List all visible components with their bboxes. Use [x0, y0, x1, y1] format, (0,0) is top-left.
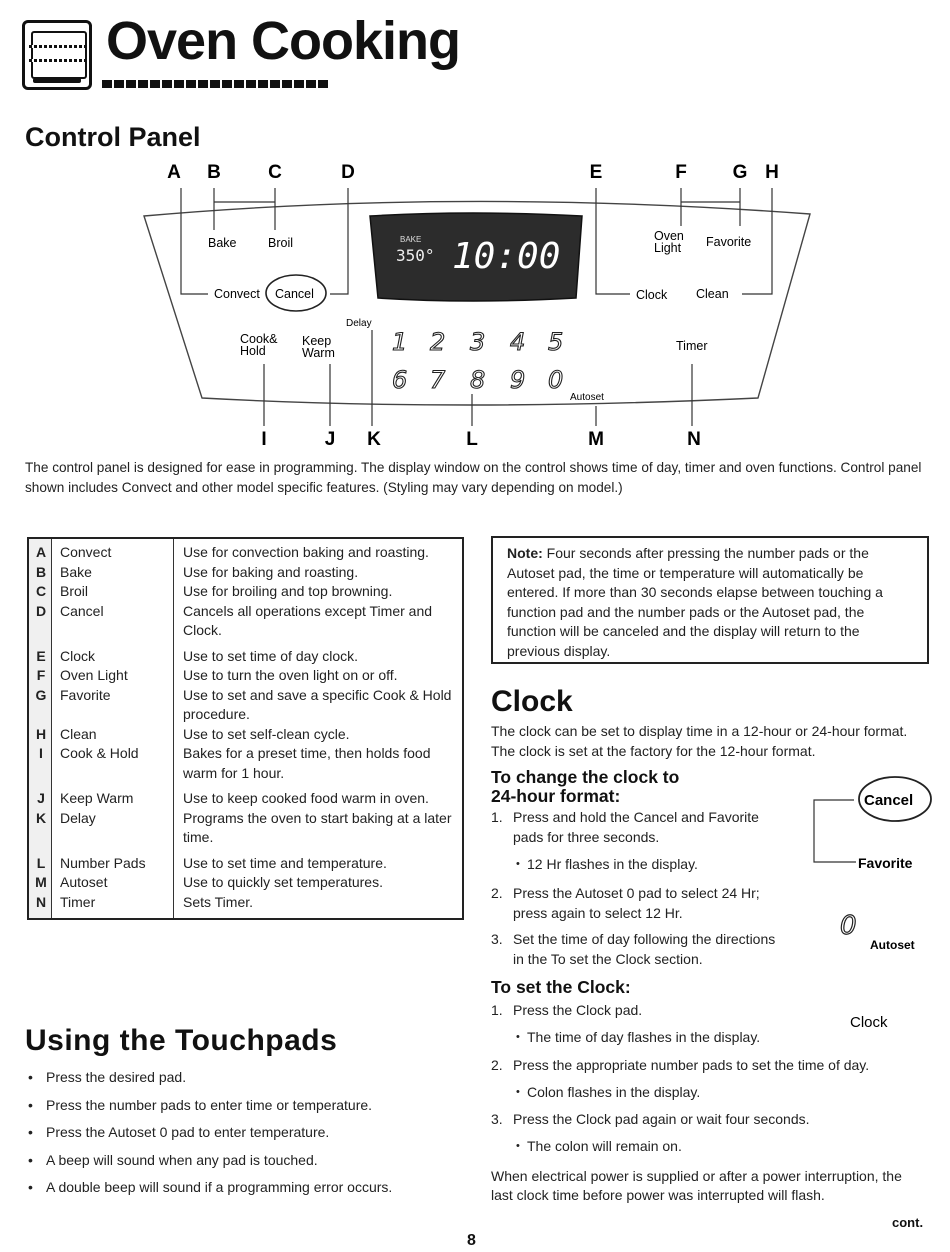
cook-hold-pad-line2: Hold: [240, 344, 266, 358]
letter-k: K: [367, 429, 381, 450]
table-row: [28, 783, 463, 809]
number-pad-1: 1: [392, 328, 408, 356]
touchpads-list: [28, 1069, 468, 1207]
letter-c: C: [268, 162, 282, 183]
number-pad-7: 7: [430, 366, 446, 394]
function-description: Use to set time of day clock.: [183, 647, 359, 664]
display-mode: BAKE: [400, 235, 422, 244]
function-key: D: [28, 602, 52, 641]
function-key: E: [28, 641, 52, 667]
step-subitem: • The colon will remain on.: [491, 1137, 682, 1157]
function-name: Delay: [52, 809, 174, 848]
function-description: Sets Timer.: [183, 893, 254, 910]
display-temp: 350°: [396, 246, 435, 265]
clean-pad: Clean: [696, 287, 729, 301]
step-item: 3. Press the Clock pad again or wait four seconds.: [491, 1111, 810, 1127]
letter-f: F: [675, 162, 687, 183]
clock-intro: The clock can be set to display time in a 12-hour or 24-hour format. The clock is set at the factory for the 12-hour format.: [491, 723, 908, 759]
change-format-heading-line1: To change the clock to: [491, 767, 680, 787]
function-key: M: [28, 873, 52, 893]
step-item: 1. Press and hold the Cancel and Favorite pads for three seconds.: [491, 809, 759, 845]
function-name: Oven Light: [52, 666, 174, 686]
side-clock-pad: Clock: [850, 1014, 888, 1031]
clock-heading: Clock: [491, 685, 573, 718]
oven-light-pad-line2: Light: [654, 241, 682, 255]
function-description: Use to set self-clean cycle.: [183, 725, 350, 742]
page-number: 8: [467, 1232, 476, 1249]
clock-pad: Clock: [636, 288, 668, 302]
function-name: Cancel: [52, 602, 174, 641]
list-item: • Press the number pads to enter time or temperature.: [28, 1097, 468, 1125]
function-name: Bake: [52, 563, 174, 583]
number-pad-8: 8: [470, 366, 486, 394]
function-name: Convect: [52, 538, 174, 563]
display-time: 10:00: [452, 236, 561, 277]
table-row: [28, 873, 463, 893]
function-description: Programs the oven to start baking at a later time.: [183, 809, 452, 845]
page-title: Oven Cooking: [106, 11, 461, 71]
function-name: Timer: [52, 893, 174, 920]
oven-icon: [22, 20, 92, 90]
function-description: Bakes for a preset time, then holds food warm for 1 hour.: [183, 745, 431, 781]
list-item: • A double beep will sound if a programming error occurs.: [28, 1179, 468, 1207]
table-row: [28, 686, 463, 725]
function-description: Use to keep cooked food warm in oven.: [183, 790, 429, 806]
function-name: Keep Warm: [52, 783, 174, 809]
letter-j: J: [324, 429, 336, 450]
bake-pad: Bake: [208, 236, 237, 250]
function-key: N: [28, 893, 52, 920]
change-format-heading-line2: 24-hour format:: [491, 786, 621, 806]
step-subitem: • The time of day flashes in the display.: [491, 1028, 760, 1048]
broil-pad: Broil: [268, 236, 294, 250]
number-pad-3: 3: [470, 328, 486, 356]
control-panel-heading: Control Panel: [25, 122, 201, 152]
letter-i: I: [261, 429, 267, 450]
keep-warm-pad-line1: Keep: [302, 334, 332, 348]
function-key: A: [28, 538, 52, 563]
keep-warm-pad-line2: Warm: [302, 346, 335, 360]
letter-l: L: [466, 429, 478, 450]
continued-label: cont.: [892, 1215, 924, 1230]
touchpads-heading: Using the Touchpads: [25, 1024, 338, 1057]
side-zero-pad: 0: [840, 911, 857, 941]
note-box: [491, 536, 929, 664]
function-name: Autoset: [52, 873, 174, 893]
step-item: 2. Press the appropriate number pads to set the time of day.: [491, 1057, 870, 1073]
side-autoset-label: Autoset: [870, 938, 915, 952]
table-row: [28, 563, 463, 583]
table-row: [28, 666, 463, 686]
set-clock-heading: To set the Clock:: [491, 977, 631, 997]
autoset-label: Autoset: [570, 392, 604, 403]
table-row: [28, 725, 463, 745]
number-pad-4: 4: [510, 328, 526, 356]
list-item: • Press the desired pad.: [28, 1069, 468, 1097]
set-clock-steps: [491, 1001, 931, 1161]
clock-pad-illustration: [796, 770, 936, 1040]
step-item: 2. Press the Autoset 0 pad to select 24 Hr; press again to select 12 Hr.: [491, 885, 760, 921]
function-description: Use to set and save a specific Cook & Hold procedure.: [183, 686, 452, 722]
table-row: [28, 538, 463, 563]
number-pad-9: 9: [510, 366, 526, 394]
function-name: Broil: [52, 582, 174, 602]
function-key: H: [28, 725, 52, 745]
function-key: C: [28, 582, 52, 602]
function-name: Cook & Hold: [52, 744, 174, 783]
function-description: Cancels all operations except Timer and Clock.: [183, 602, 433, 638]
cook-hold-pad-line1: Cook&: [240, 332, 278, 346]
table-row: [28, 848, 463, 874]
function-name: Clean: [52, 725, 174, 745]
function-key: B: [28, 563, 52, 583]
step-item: 3. Set the time of day following the directions in the To set the Clock section.: [491, 931, 776, 967]
function-description: Use to set time and temperature.: [183, 854, 387, 871]
table-row: [28, 582, 463, 602]
function-name: Number Pads: [52, 848, 174, 874]
side-cancel-pad: Cancel: [864, 792, 914, 809]
letter-m: M: [588, 429, 604, 450]
delay-label: Delay: [346, 318, 372, 329]
function-description: Use for baking and roasting.: [183, 563, 359, 580]
function-description: Use to quickly set temperatures.: [183, 874, 383, 890]
function-key: L: [28, 848, 52, 874]
function-key: K: [28, 809, 52, 848]
function-key: I: [28, 744, 52, 783]
number-pad-5: 5: [548, 328, 564, 356]
favorite-pad: Favorite: [706, 235, 752, 249]
step-subitem: • 12 Hr flashes in the display.: [491, 855, 698, 875]
table-row: [28, 809, 463, 848]
title-underline: [102, 80, 330, 88]
control-panel-description: The control panel is designed for ease in programming. The display window on the control shows time of day, timer and oven functions. Control panel shown includes Convect and other model specific features. (Styling may vary depending on model.): [25, 460, 922, 495]
number-pad-0: 0: [548, 366, 564, 394]
control-panel-diagram: [130, 158, 830, 450]
letter-h: H: [765, 162, 779, 183]
note-text: Four seconds after pressing the number pads or the Autoset pad, the time or temperature will automatically be entered. If more than 30 seconds elapse between touching a function pad and the number pads or the Autoset pad, the function will be canceled and the display will return to the previous display.: [507, 545, 883, 659]
timer-pad: Timer: [676, 339, 708, 353]
number-pad-6: 6: [392, 366, 408, 394]
letter-e: E: [589, 162, 603, 183]
table-row: [28, 744, 463, 783]
function-description: Use for convection baking and roasting.: [183, 544, 429, 560]
convect-pad: Convect: [214, 287, 260, 301]
letter-a: A: [167, 162, 181, 183]
side-favorite-pad: Favorite: [858, 855, 913, 871]
number-pad-2: 2: [430, 328, 446, 356]
table-row: [28, 602, 463, 641]
change-format-steps: [491, 808, 811, 968]
step-subitem: • Colon flashes in the display.: [491, 1083, 700, 1103]
note-label: Note:: [507, 545, 543, 561]
list-item: • Press the Autoset 0 pad to enter temperature.: [28, 1124, 468, 1152]
step-item: 1. Press the Clock pad.: [491, 1002, 643, 1018]
function-name: Clock: [52, 641, 174, 667]
oven-light-pad-line1: Oven: [654, 229, 684, 243]
cancel-pad: Cancel: [275, 287, 314, 301]
letter-d: D: [341, 162, 355, 183]
letter-n: N: [687, 429, 701, 450]
function-table: [27, 537, 464, 920]
function-key: F: [28, 666, 52, 686]
function-name: Favorite: [52, 686, 174, 725]
letter-b: B: [207, 162, 221, 183]
function-key: J: [28, 783, 52, 809]
power-note: When electrical power is supplied or after a power interruption, the last clock time before power was interrupted will flash.: [491, 1168, 902, 1203]
table-row: [28, 641, 463, 667]
function-key: G: [28, 686, 52, 725]
function-description: Use to turn the oven light on or off.: [183, 667, 398, 683]
change-format-heading: [491, 768, 679, 806]
table-row: [28, 893, 463, 920]
list-item: • A beep will sound when any pad is touched.: [28, 1152, 468, 1180]
letter-g: G: [732, 162, 748, 183]
function-description: Use for broiling and top browning.: [183, 583, 393, 599]
